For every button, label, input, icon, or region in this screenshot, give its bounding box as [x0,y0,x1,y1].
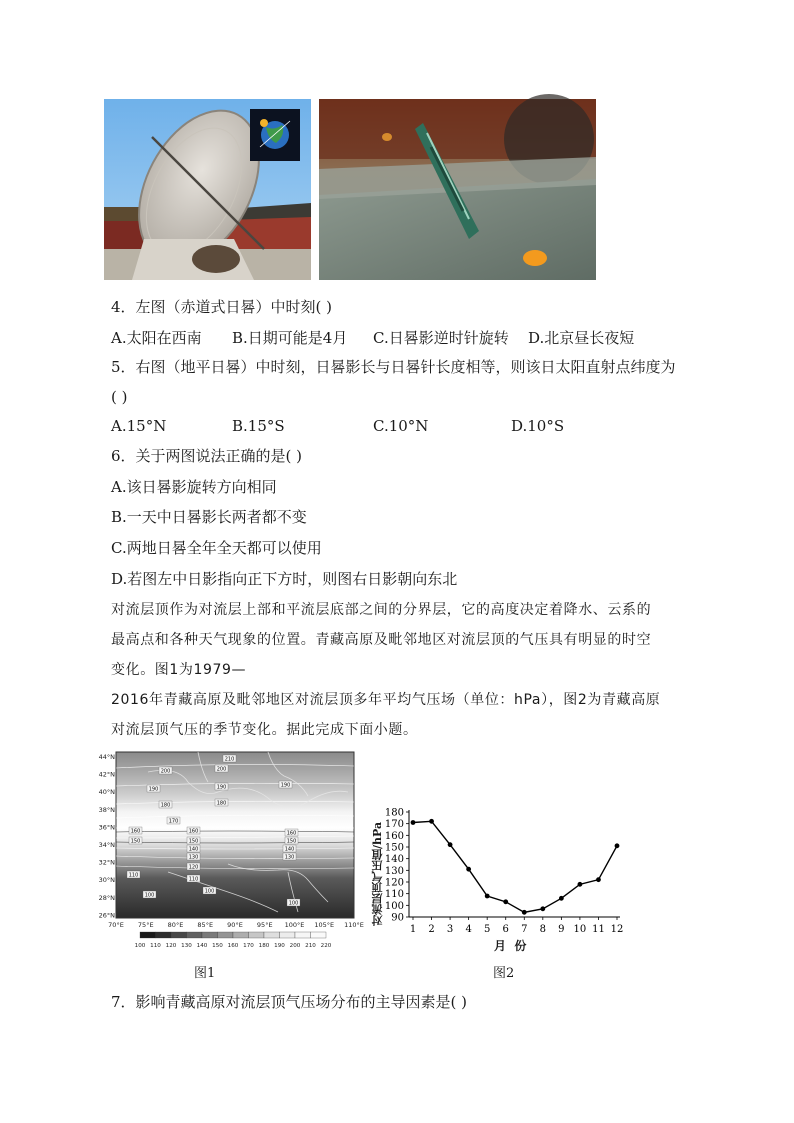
question-7-stem: 7．影响青藏高原对流层顶气压场分布的主导因素是( ) [111,993,468,1011]
q5-option-d: D.10°S [511,417,565,435]
data-point [522,910,527,915]
q5-option-b: B.15°S [232,417,285,435]
contour-label: 130 [188,854,199,861]
passage-line-3: 变化。图1为1979— [111,662,247,678]
legend-label: 200 [289,943,301,949]
legend-swatch [218,932,234,938]
q4-option-c: C.日晷影逆时针旋转 [373,329,509,347]
legend-swatch [264,932,280,938]
contour-label: 190 [148,786,159,793]
q6-option-b: B.一天中日晷影长两者都不变 [111,508,307,526]
data-point [578,882,583,887]
y-tick-label: 90 [391,912,404,924]
series-line [413,821,617,912]
legend-label: 160 [227,943,239,949]
contour-label: 190 [216,784,227,791]
contour-label: 180 [216,800,227,807]
legend-label: 180 [258,943,270,949]
x-tick-label: 6 [502,924,509,935]
lat-label: 42°N [98,770,115,779]
contour-label: 100 [288,900,299,907]
contour-label: 130 [284,854,295,861]
contour-label: 190 [280,782,291,789]
contour-label: 120 [188,864,199,871]
passage-line-5: 对流层顶气压的季节变化。据此完成下面小题。 [111,722,418,738]
y-tick-label: 160 [384,830,404,842]
contour-label: 110 [188,876,199,883]
x-tick-label: 5 [483,924,491,935]
lat-label: 26°N [98,911,115,920]
lat-label: 40°N [98,788,115,797]
contour-label: 170 [168,818,179,825]
contour-label: 200 [160,768,171,775]
contour-label: 160 [188,828,199,835]
figure-1-map [98,752,370,952]
q4-option-d: D.北京昼长夜短 [528,329,635,347]
legend-label: 170 [243,943,254,949]
legend-swatch [233,932,249,938]
equatorial-sundial-photo [104,99,311,280]
contour-label: 150 [130,838,141,845]
lon-label: 85°E [197,921,214,929]
lat-label: 34°N [98,841,115,849]
data-point [466,867,471,872]
q4-option-b: B.日期可能是4月 [232,329,348,347]
lon-label: 110°E [344,921,364,929]
legend-swatch [280,932,296,938]
lat-label: 28°N [98,893,115,902]
x-tick-label: 3 [446,924,454,935]
legend-swatch [140,932,156,938]
lon-label: 95°E [256,921,273,929]
lat-label: 32°N [98,858,115,867]
passage-line-2: 最高点和各种天气现象的位置。青藏高原及毗邻地区对流层顶的气压具有明显的时空 [111,632,652,648]
y-tick-label: 170 [384,819,404,831]
x-tick-label: 12 [610,924,624,935]
legend-label: 210 [305,943,316,949]
legend-swatch [156,932,172,938]
legend-swatch [171,932,187,938]
lon-label: 100°E [284,921,305,929]
data-point [596,877,601,882]
data-point [503,899,508,904]
passage-line-1: 对流层顶作为对流层上部和平流层底部之间的分界层，它的高度决定着降水、云系的 [111,602,652,618]
data-point [411,820,416,825]
x-tick-label: 11 [592,924,605,935]
q4-option-a: A.太阳在西南 [111,329,202,347]
legend-label: 120 [165,943,177,949]
lon-label: 70°E [108,921,124,929]
y-tick-label: 150 [384,842,404,854]
lon-label: 90°E [227,921,243,929]
x-tick-label: 10 [573,924,587,935]
data-point [485,894,490,899]
legend-label: 150 [212,943,223,949]
contour-label: 140 [284,846,295,853]
figure-2-xlabel: 月 份 [494,939,527,953]
data-point [559,896,564,901]
q6-option-d: D.若图左中日影指向正下方时，则图右日影朝向东北 [111,570,458,588]
legend-label: 100 [134,943,146,949]
contour-label: 200 [216,766,227,773]
q5-option-a: A.15°N [111,417,167,435]
lat-label: 36°N [98,823,115,832]
legend-label: 110 [150,943,161,949]
contour-label: 180 [160,802,171,809]
lon-label: 80°E [167,921,184,929]
lon-label: 75°E [137,921,154,929]
contour-label: 160 [286,830,297,837]
q6-option-c: C.两地日晷全年全天都可以使用 [111,539,322,557]
contour-label: 160 [130,828,141,835]
figure-2-ylabel-text: 对流层顶气压值/hPa [371,821,384,926]
x-tick-label: 7 [521,924,528,935]
y-tick-label: 120 [384,877,404,889]
legend-swatch [311,932,327,938]
lat-label: 44°N [98,753,115,761]
x-tick-label: 4 [465,924,472,935]
y-tick-label: 110 [384,889,404,901]
contour-label: 150 [286,838,297,845]
legend-swatch [187,932,203,938]
contour-label: 210 [224,756,235,763]
data-point [448,842,453,847]
question-6-stem: 6．关于两图说法正确的是( ) [111,447,303,465]
question-5-stem-cont: ( ) [111,388,128,406]
contour-label: 110 [128,872,139,879]
y-tick-label: 130 [384,865,404,877]
data-point [615,843,620,848]
x-tick-label: 9 [558,924,565,935]
q5-option-c: C.10°N [373,417,429,435]
legend-label: 130 [181,943,192,949]
contour-label: 150 [188,838,199,845]
x-tick-label: 2 [428,924,435,935]
x-tick-label: 1 [409,924,417,935]
lon-label: 105°E [314,921,335,929]
y-tick-label: 140 [384,854,404,866]
q6-option-a: A.该日晷影旋转方向相同 [111,478,277,496]
figure-2-ylabel [372,816,388,926]
figure-1-caption: 图1 [194,966,216,981]
horizontal-sundial-photo [319,99,596,280]
lat-label: 30°N [98,876,115,885]
legend-swatch [249,932,265,938]
contour-label: 100 [204,888,215,895]
data-point [429,819,434,824]
x-tick-label: 8 [539,924,547,935]
data-point [540,906,545,911]
figure-2-chart [372,800,632,958]
legend-label: 190 [274,943,285,949]
question-5-stem: 5．右图（地平日晷）中时刻，日晷影长与日晷针长度相等，则该日太阳直射点纬度为 [111,358,676,376]
passage-line-4: 2016年青藏高原及毗邻地区对流层顶多年平均气压场（单位：hPa），图2为青藏高原 [111,692,661,708]
legend-swatch [202,932,218,938]
legend-label: 220 [320,943,332,949]
y-tick-label: 180 [384,807,404,819]
figure-2-caption: 图2 [493,966,515,981]
contour-label: 140 [188,846,199,853]
y-tick-label: 100 [384,900,404,912]
legend-swatch [295,932,311,938]
legend-label: 140 [196,943,208,949]
question-4-stem: 4．左图（赤道式日晷）中时刻( ) [111,298,333,316]
lat-label: 38°N [98,805,115,814]
contour-label: 100 [144,892,155,899]
